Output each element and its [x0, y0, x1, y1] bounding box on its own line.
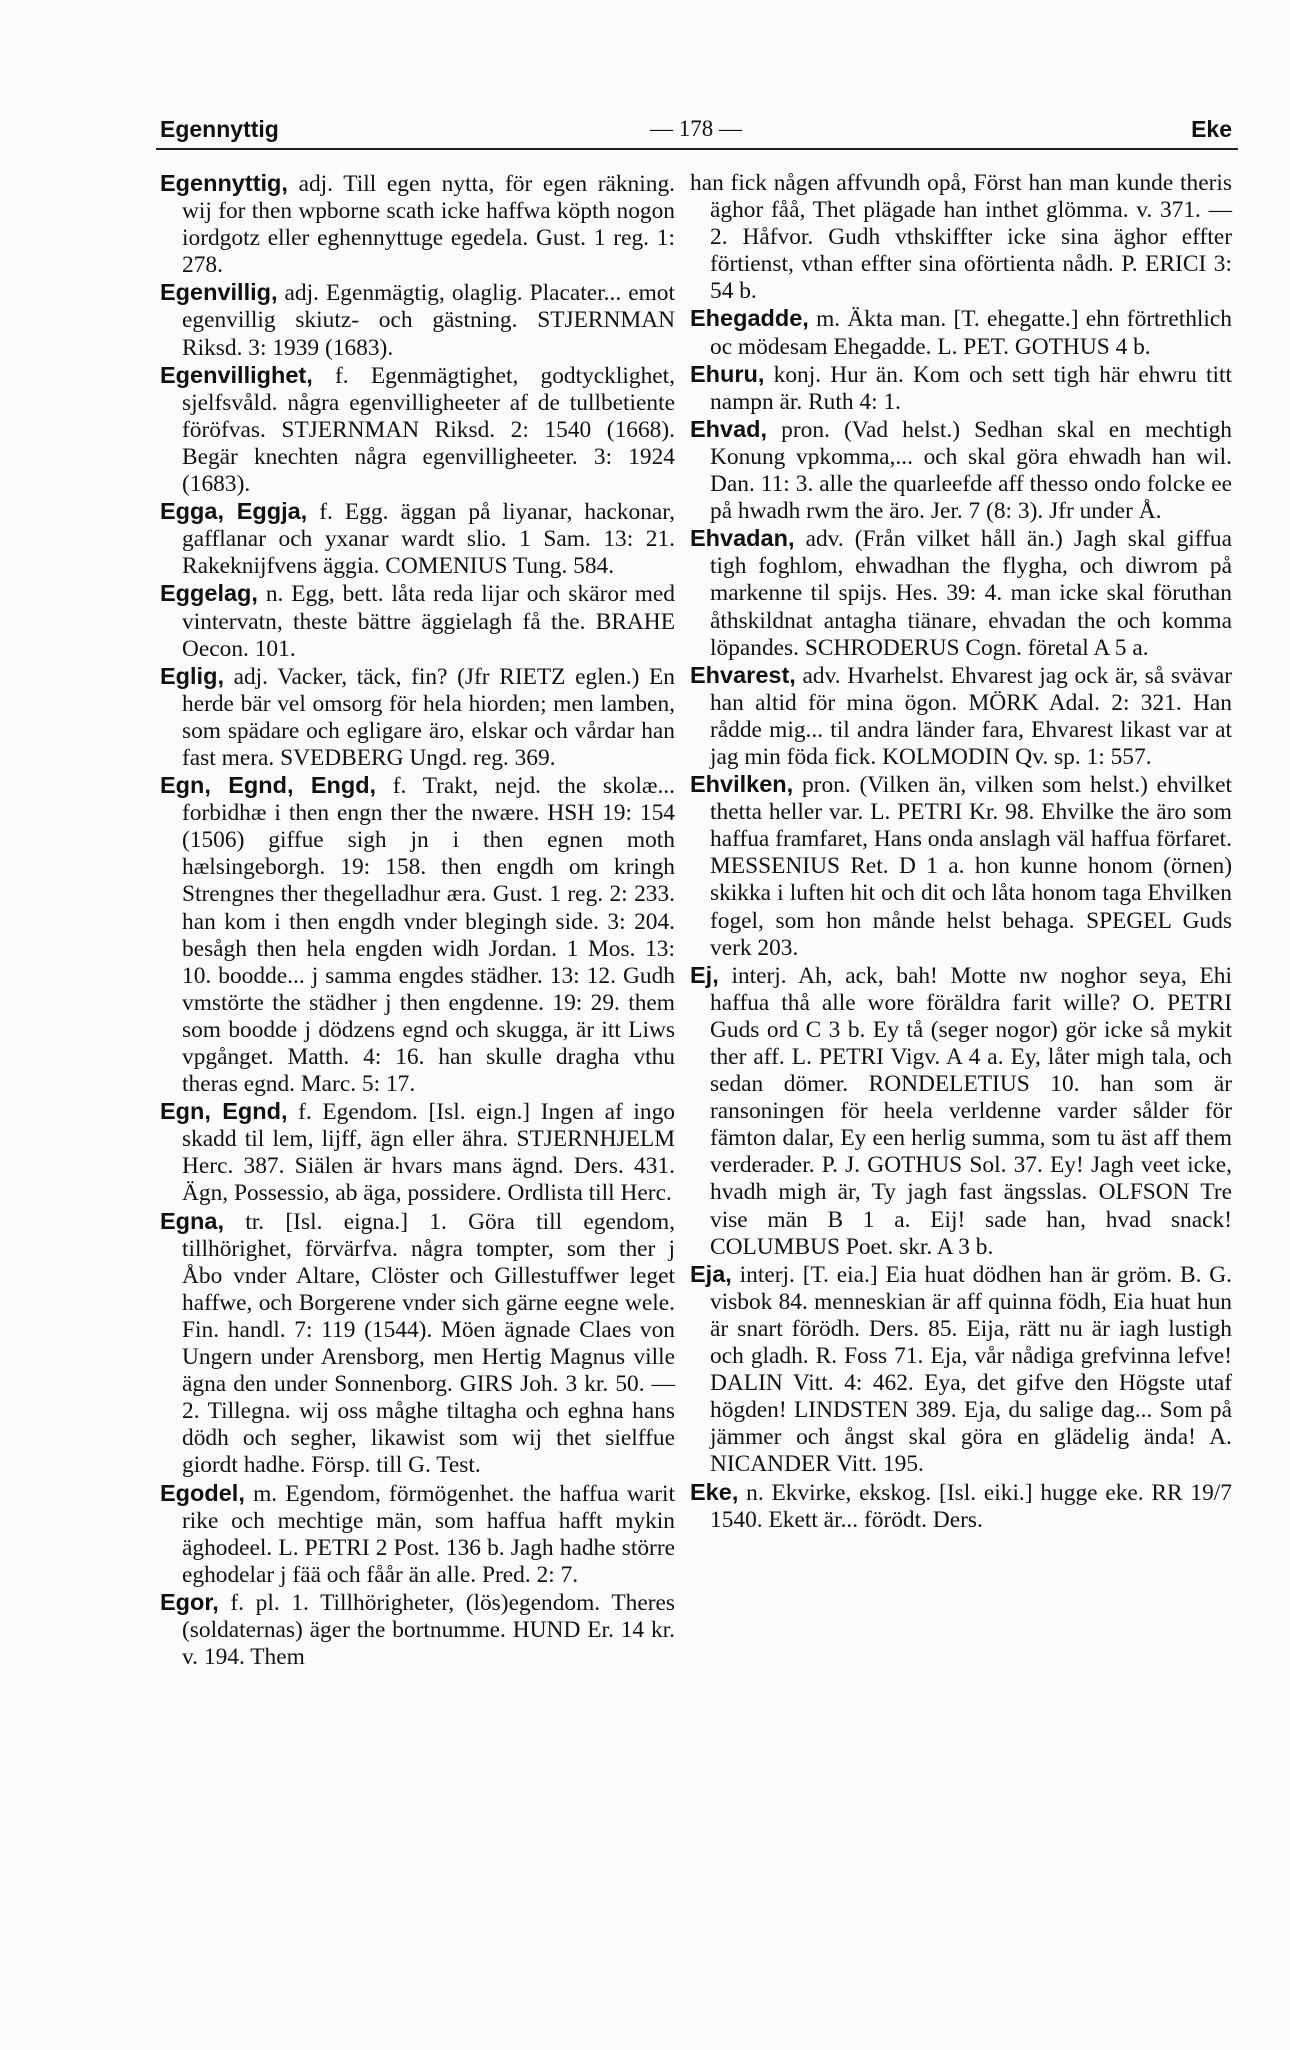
- entry-headword: Egga, Eggja,: [160, 498, 308, 525]
- dictionary-entry: [160, 1480, 675, 1589]
- entry-text: adj. Vacker, täck, fin? (Jfr RIETZ eglen.) En herde bär vel omsorg för hela hiorden; men lamben, som spädare och egligare äro, elskar och vårdar han fast mera. SVEDBERG Ungd. reg. 369.: [182, 663, 675, 771]
- entry-headword: Ehvilken,: [690, 771, 794, 798]
- entry-text: han fick någen affvundh opå, Först han man kunde theris äghor fåå, Thet plägade han inthet glömma. v. 371. — 2. Håfvor. Gudh vthskiffter icke sina äghor effter förtienst, vthan effter sina oförtienta nådh. P. ERICI 3: 54 b.: [690, 170, 1232, 305]
- dictionary-entry: [690, 962, 1232, 1261]
- entry-text: f. Egenmägtighet, godtycklighet, sjelfsvåld. några egenvilligheeter af de tullbetiente föröfvas. STJERNMAN Riksd. 2: 1540 (1668). Begär knechten några egenvilligheeter. 3: 1924 (1683).: [182, 362, 675, 498]
- dictionary-entry: [160, 1098, 675, 1207]
- dictionary-entry: [690, 1479, 1232, 1534]
- entry-text: m. Egendom, förmögenhet. the haffua warit rike och mechtige män, som haffua hafft mykin äghodeel. L. PETRI 2 Post. 136 b. Jagh hadhe större eghodelar j fää och fåår än alle. Pred. 2: 7.: [182, 1480, 675, 1588]
- entry-headword: Egn, Egnd, Engd,: [160, 772, 377, 799]
- entry-headword: Egor,: [160, 1588, 219, 1615]
- entry-headword: Eja,: [690, 1260, 732, 1287]
- entry-headword: Ehvadan,: [690, 525, 795, 552]
- entry-headword: Egennyttig,: [160, 170, 288, 196]
- dictionary-entry: [690, 662, 1232, 771]
- entry-text: n. Egg, bett. låta reda lijar och skäror med vintervatn, theste bättre äggielagh få the. BRAHE Oecon. 101.: [182, 581, 675, 662]
- dictionary-entry: [690, 1261, 1232, 1479]
- dictionary-entry: [160, 1589, 675, 1671]
- dictionary-entry: [160, 772, 675, 1098]
- entry-text: adj. Egenmägtig, olaglig. Placater... emot egenvillig skiutz- och gästning. STJERNMAN Riksd. 3: 1939 (1683).: [182, 280, 675, 361]
- entry-headword: Eglig,: [160, 662, 224, 689]
- entry-headword: Eke,: [690, 1478, 739, 1505]
- entry-headword: Eggelag,: [160, 580, 258, 607]
- entry-headword: Ehvad,: [690, 415, 768, 442]
- entry-text: n. Ekvirke, ekskog. [Isl. eiki.] hugge eke. RR 19/7 1540. Ekett är... förödt. Ders.: [710, 1479, 1232, 1533]
- dictionary-entry: [690, 416, 1232, 525]
- entry-headword: Ehegadde,: [690, 305, 809, 332]
- entry-text: f. Egendom. [Isl. eign.] Ingen af ingo skadd til lem, lijff, ägn eller ähra. STJERNHJELM Herc. 387. Siälen är hvars mans ägnd. Ders. 431. Ägn, Possessio, ab äga, possidere. Ordlista till Herc.: [182, 1099, 675, 1207]
- entry-text: adv. (Från vilket håll än.) Jagh skal giffua tigh foghlom, ehwadhan the flygha, och diwrom på markenne til spijs. Hes. 39: 4. man icke skal föruthan åthskildnat antagha tiänare, ehvadan the och komma löpandes. SCHRODERUS Cogn. företal A 5 a.: [710, 526, 1232, 661]
- right-column: [690, 170, 1232, 1534]
- page-number: — 178 —: [650, 116, 742, 141]
- dictionary-entry: [160, 580, 675, 662]
- left-column: [160, 170, 675, 1671]
- entry-text: f. Egg. äggan på liyanar, hackonar, gafflanar och yxanar wardt slio. 1 Sam. 13: 21. Rakeknijfvens äggia. COMENIUS Tung. 584.: [182, 499, 675, 580]
- entry-text: konj. Hur än. Kom och sett tigh här ehwru titt nampn är. Ruth 4: 1.: [710, 361, 1232, 415]
- running-header: [160, 110, 1232, 150]
- entry-text: interj. [T. eia.] Eia huat dödhen han är gröm. B. G. visbok 84. menneskian är aff quinna födh, Eia huat hun är snart förödh. Ders. 85. Eija, rätt nu är iagh lustigh och gladh. R. Foss 71. Eja, vår nådiga grefvinna lefve! DALIN Vitt. 4: 462. Eya, det gifve den Högste utaf högden! LINDSTEN 389. Eja, du salige dag... Som på jämmer och ångst skal göra en glädelig ända! A. NICANDER Vitt. 195.: [710, 1261, 1232, 1478]
- dictionary-entry: [160, 170, 675, 279]
- dictionary-entry: [160, 663, 675, 772]
- dictionary-entry: [690, 771, 1232, 962]
- dictionary-entry: [160, 1208, 675, 1480]
- dictionary-entry: [160, 498, 675, 580]
- entry-headword: Ehvarest,: [690, 661, 796, 688]
- entry-headword: Ej,: [690, 961, 719, 988]
- entry-text: f. Trakt, nejd. the skolæ... forbidhæ i then engn ther the nwære. HSH 19: 154 (1506) giffue sigh jn i then egnen moth hælsingeborgh. 19: 158. then engdh om kringh Strengnes ther thegelladhur æra. Gust. 1 reg. 2: 233. han kom i then engdh vnder blegingh side. 3: 204. besågh then hela engden widh Jordan. 1 Mos. 13: 10. boodde... j samma engdes städher. 13: 12. Gudh vmstörte the städher j then engdenne. 19: 29. them som boodde j dödzens egnd och skugga, är itt Liws vpgånget. Matth. 4: 16. han skulle dragha vthu theras egnd. Marc. 5: 17.: [182, 773, 675, 1098]
- entry-text: interj. Ah, ack, bah! Motte nw noghor seya, Ehi haffua thå alle wore föräldra farit wille? O. PETRI Guds ord C 3 b. Ey tå (seger nogor) gör icke så mykit ther aff. L. PETRI Vigv. A 4 a. Ey, låter migh tala, och sedan dömer. RONDELETIUS 10. han som är ransoningen för heela verldenne varder sålder för fämton dalar, Ey een herlig summa, som tu äst aff them verderader. P. J. GOTHUS Sol. 37. Ey! Jagh veet icke, hvadh migh är, Ty jagh fast ängsslas. OLFSON Tre vise män B 1 a. Eij! sade han, hvad snack! COLUMBUS Poet. skr. A 3 b.: [710, 962, 1232, 1260]
- dictionary-entry: [160, 362, 675, 498]
- entry-text: tr. [Isl. eigna.] 1. Göra till egendom, tillhörighet, förvärfva. några tompter, som ther j Åbo vnder Altare, Clöster och Gillestuffwer leget haffwe, och Borgerene vnder sich gärne eegne wele. Fin. handl. 7: 119 (1544). Möen ägnade Claes von Ungern under Arensborg, men Hertig Magnus ville ägna den under Sonnenborg. GIRS Joh. 3 kr. 50. — 2. Tillegna. wij oss måghe tiltagha och eghna hans dödh och segher, likawist som wij thet sielffue giordt hadhe. Försp. till G. Test.: [182, 1208, 675, 1479]
- entry-headword: Egodel,: [160, 1479, 245, 1506]
- entry-text: m. Äkta man. [T. ehegatte.] ehn förtrethlich oc mödesam Ehegadde. L. PET. GOTHUS 4 b.: [710, 306, 1232, 360]
- entry-text: pron. (Vilken än, vilken som helst.) ehvilket thetta heller var. L. PETRI Kr. 98. Ehvilke the äro som haffua framfaret, Hans onda anslagh väl haffua förfaret. MESSENIUS Ret. D 1 a. hon kunne honom (örnen) skikka i luften hit och dit och låta honom taga Ehvilken fogel, som hon månde helst behaga. SPEGEL Guds verk 203.: [710, 772, 1232, 961]
- dictionary-entry: [690, 170, 1232, 305]
- entry-text: pron. (Vad helst.) Sedhan skal en mechtigh Konung vpkomma,... och skal göra ehwadh han wil. Dan. 11: 3. alle the quarleefde aff thesso ondo folcke ee på hwadh rwm the äro. Jer. 7 (8: 3). Jfr under Å.: [710, 416, 1232, 525]
- header-right-word: Eke: [1191, 116, 1232, 142]
- entry-text: adv. Hvarhelst. Ehvarest jag ock är, så svävar han altid för mina ögon. MÖRK Adal. 2: 321. Han rådde mig... til andra länder fara, Ehvarest likast var at jag min föda fick. KOLMODIN Qv. sp. 1: 557.: [710, 662, 1232, 770]
- entry-headword: Egenvillig,: [160, 279, 278, 306]
- dictionary-entry: [690, 361, 1232, 416]
- dictionary-entry: [690, 305, 1232, 360]
- entry-text: f. pl. 1. Tillhörigheter, (lös)egendom. Theres (soldaternas) äger the bortnumme. HUND Er. 14 kr. v. 194. Them: [182, 1589, 675, 1671]
- entry-headword: Egenvillighet,: [160, 361, 313, 388]
- entry-text: adj. Till egen nytta, för egen räkning. wij for then wpborne scath icke haffwa köpth nogon iordgotz eller eghennyttuge egedela. Gust. 1 reg. 1: 278.: [182, 171, 675, 279]
- entry-headword: Egn, Egnd,: [160, 1098, 288, 1125]
- header-left-word: Egennyttig: [160, 116, 279, 142]
- entry-headword: Ehuru,: [690, 360, 765, 387]
- dictionary-entry: [160, 279, 675, 361]
- header-rule: [156, 148, 1238, 150]
- dictionary-entry: [690, 525, 1232, 661]
- entry-headword: Egna,: [160, 1207, 224, 1234]
